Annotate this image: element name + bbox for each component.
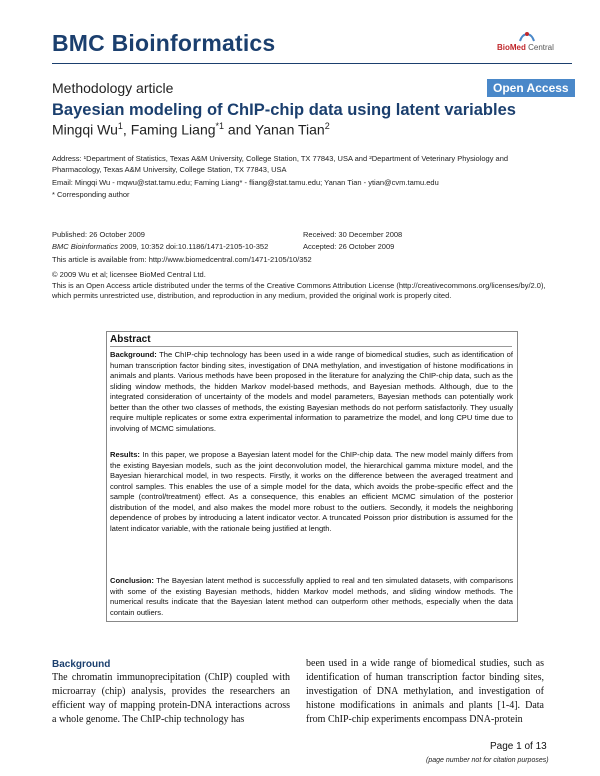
article-title: Bayesian modeling of ChIP-chip data using latent variables xyxy=(52,101,516,119)
article-url[interactable]: This article is available from: http://www.biomedcentral.com/1471-2105/10/352 xyxy=(52,255,312,264)
body-column-right: been used in a wide range of biomedical studies, such as identification of human transcription factor binding sites, investigation of DNA methylation, and investigation of histone modifications in animals and plants [1-4]. Data from ChIP-chip experiments encompass DNA-protein xyxy=(306,658,544,725)
received-date: Received: 30 December 2008 xyxy=(303,230,403,239)
license-text: This is an Open Access article distributed under the terms of the Creative Commons Attribution License (http://creativecommons.org/licenses/by/2.0), which permits unrestricted use, distribution, and reproduction in any medium, provided the original work is properly cited. xyxy=(52,280,546,300)
copyright-block xyxy=(52,270,557,302)
abstract-divider xyxy=(110,346,512,347)
abstract-heading: Abstract xyxy=(110,334,151,345)
section-heading-background: Background xyxy=(52,659,111,670)
header-divider xyxy=(52,63,572,64)
journal-title: BMC Bioinformatics xyxy=(52,30,276,56)
author-affiliation: 2 xyxy=(324,121,330,131)
corresponding-author-note: * Corresponding author xyxy=(52,190,130,199)
abstract-background: Background: The ChIP-chip technology has been used in a wide range of biomedical studies, such as identification of human transcription factor binding sites, investigation of DNA methylation, and investigation of histone modifications in animals and plants. Various methods have been proposed in the literature for analyzing the ChIP-chip data, such as the sliding window methods, the hidden Markov model-based methods, and Bayesian methods. Although, due to the integrated consideration of uncertainty of the models and model parameters, Bayesian methods can potentially work better than the other two classes of methods, the existing Bayesian methods do not perform satisfactorily. They usually require multiple replicates or some extra experimental information to parametrize the model, and long CPU time due to involving of MCMC simulations. xyxy=(110,350,513,433)
author-list: Mingqi Wu$^1$, Faming Liang$^{*1}$ and Yanan Tian$^2$ xyxy=(52,121,330,138)
author-emails: Email: Mingqi Wu - mqwu@stat.tamu.edu; Faming Liang* - fliang@stat.tamu.edu; Yanan Tian - ytian@cvm.tamu.edu xyxy=(52,178,439,187)
author-name: Yanan Tian xyxy=(254,121,325,138)
author-affiliation: 1 xyxy=(117,121,123,131)
author-name: Mingqi Wu xyxy=(52,121,118,138)
abstract-results: Results: In this paper, we propose a Bayesian latent model for the ChIP-chip data. The new model mainly differs from the existing Bayesian models, such as the joint deconvolution model, the hierarchical gamma mixture model, and the Bayesian hierarchical model, in two respects. Firstly, it works on the difference between the averaged treatment and control samples. This enables the use of a simple model for the data, which avoids the probe-specific effect and the sample (control/treatment) effect. As a consequence, this enables an efficient MCMC simulation of the posterior distribution of the model, and also makes the model more robust to the outliers. Secondly, it models the neighboring dependence of probes by introducing a latent indicator vector. A truncated Poisson prior distribution is assumed for the latent indicator variable, with the rationale being justified at length. xyxy=(110,450,513,533)
abstract-conclusion: Conclusion: The Bayesian latent method is successfully applied to real and ten simulated datasets, with comparisons with some of the existing Bayesian methods, hidden Markov model methods, and sliding window methods. The numerical results indicate that the Bayesian latent method can outperform other methods, especially when the data contain outliers. xyxy=(110,576,513,617)
biomed-central-logo xyxy=(497,30,567,52)
logo-text: BioMed Central xyxy=(497,43,554,52)
citation: BMC Bioinformatics 2009, 10:352 doi:10.1186/1471-2105-10-352 xyxy=(52,242,269,251)
article-type: Methodology article xyxy=(52,80,174,96)
page-number-note: (page number not for citation purposes) xyxy=(426,757,549,764)
author-address: Address: ¹Department of Statistics, Texas A&M University, College Station, TX 77843, USA and ²Department of Veterinary Physiology and Pharmacology, Texas A&M University, College Station, TX 77843, USA xyxy=(52,154,509,174)
author-name: Faming Liang xyxy=(130,121,216,138)
open-access-badge: Open Access xyxy=(487,79,575,97)
accepted-date: Accepted: 26 October 2009 xyxy=(303,242,395,251)
published-date: Published: 26 October 2009 xyxy=(52,230,145,239)
author-affiliation: *1 xyxy=(215,121,225,131)
biomed-central-logo-mark xyxy=(519,30,535,42)
body-column-left: The chromatin immunoprecipitation (ChIP) coupled with microarray (chip) analysis, provides the researchers an efficient way of mapping protein-DNA interactions across a whole genome. The ChIP-chip technology has xyxy=(52,672,290,725)
copyright-line: © 2009 Wu et al; licensee BioMed Central Ltd. xyxy=(52,270,206,279)
page-number: Page 1 of 13 xyxy=(490,741,547,752)
